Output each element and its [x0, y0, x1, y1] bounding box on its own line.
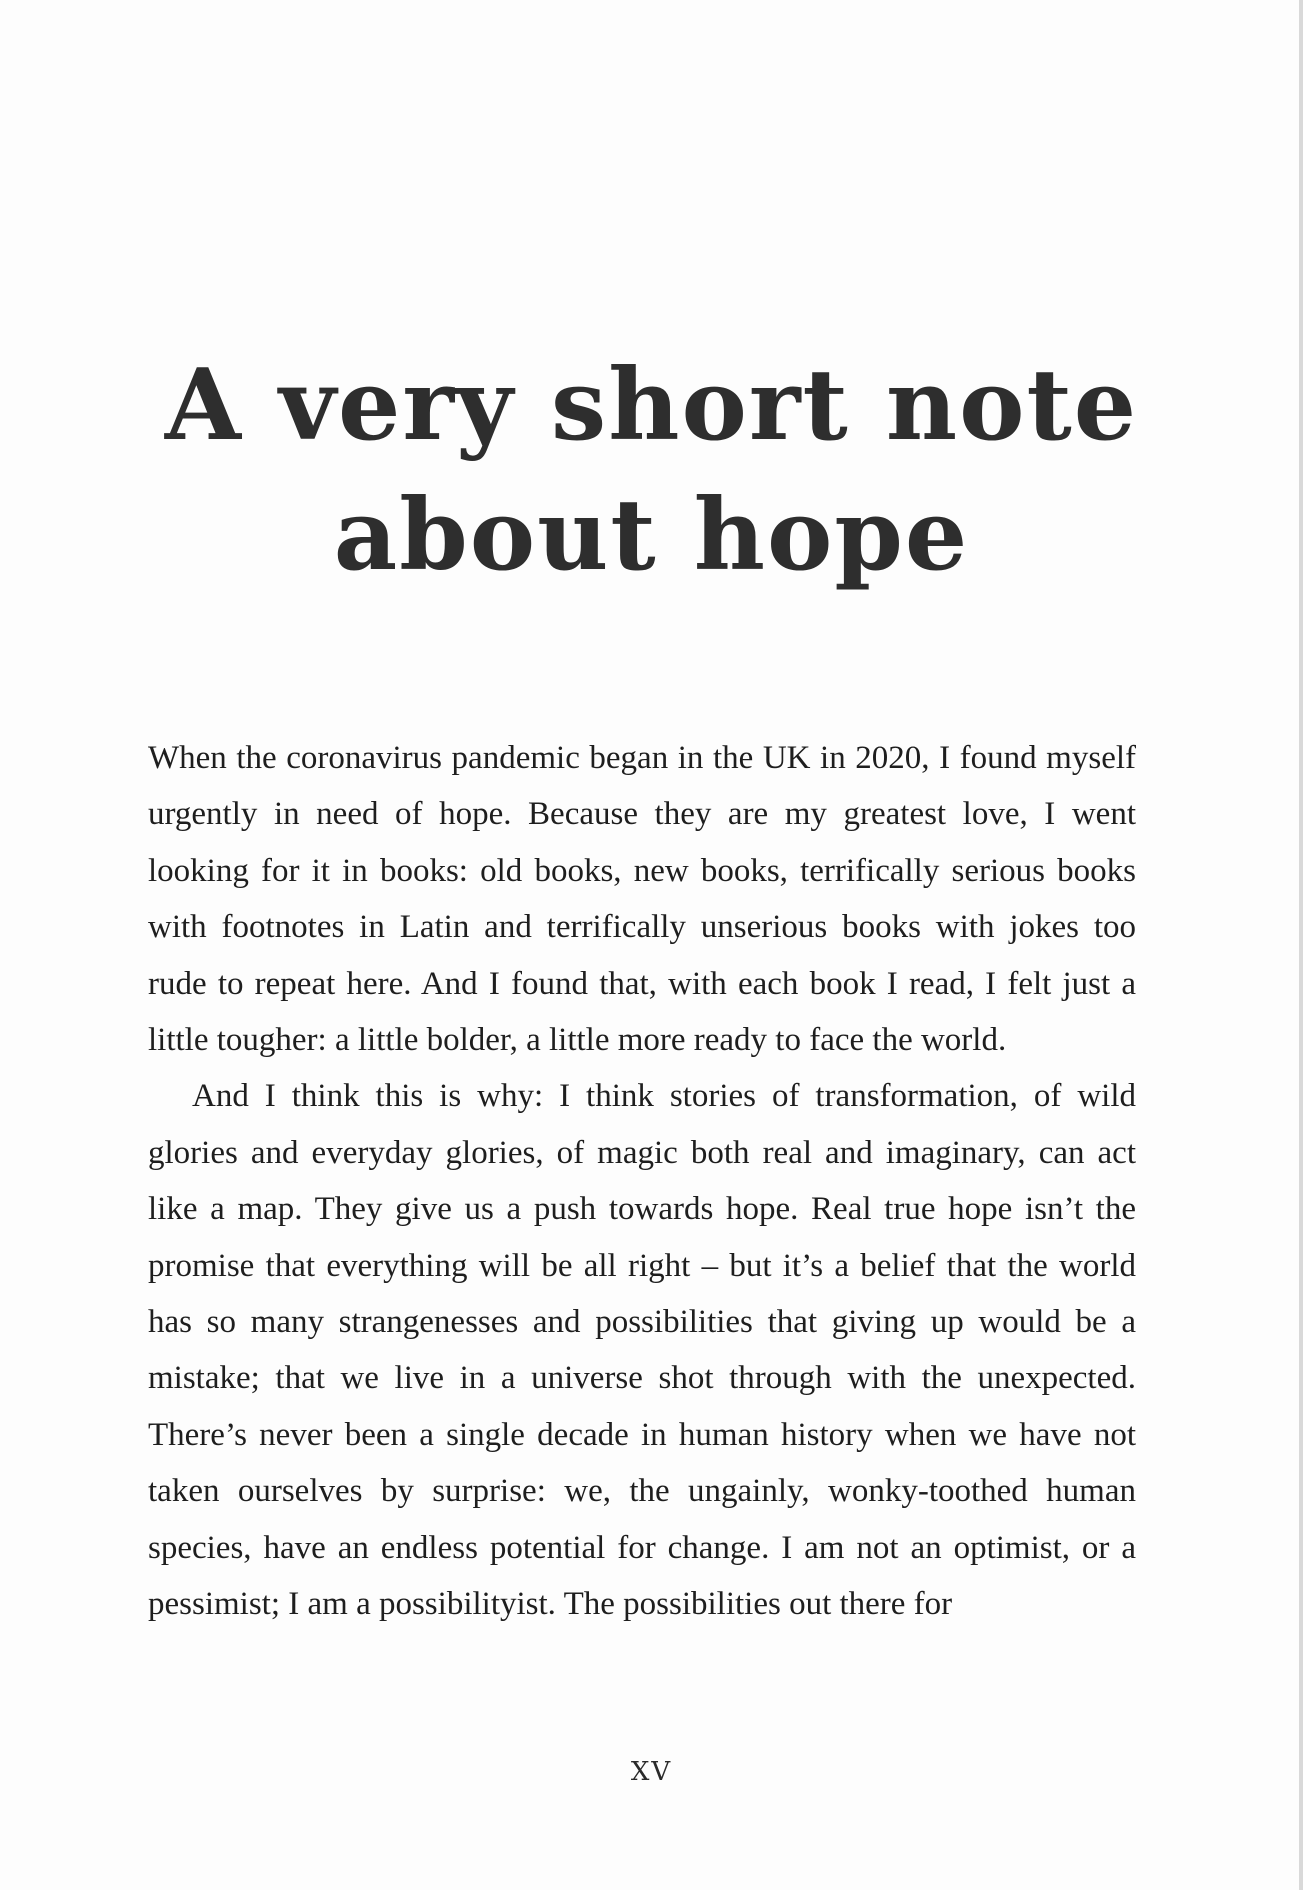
chapter-title-line-2: about hope: [333, 477, 970, 593]
page-number: XV: [630, 1757, 673, 1787]
paragraph-2: And I think this is why: I think stories of transformation, of wild glories and everyday glories, of magic both real and imaginary, can act like a map. They give us a push towards hope. Real true hope isn’t the promise that everything will be all right – but it’s a belief that the world has so many strangenesses and possibilities that giving up would be a mistake; that we live in a universe shot through with the unexpected. There’s never been a single decade in human history when we have not taken ourselves by surprise: we, the ungainly, wonky-toothed human species, have an endless potential for change. I am not an optimist, or a pessimist; I am a possibilityist. The possibilities out there for: [148, 1078, 1136, 1623]
paragraph-1: When the coronavirus pandemic began in the UK in 2020, I found myself urgently in need of hope. Because they are my greatest love, I went looking for it in books: old books, new books, terrifically serious books with footnotes in Latin and terrifically unserious books with jokes too rude to repeat here. And I found that, with each book I read, I felt just a little tougher: a little bolder, a little more ready to face the world.: [148, 740, 1136, 1059]
page-edge-shadow: [1299, 0, 1303, 1890]
chapter-title: [0, 341, 1303, 601]
body-text: [148, 730, 1136, 1633]
chapter-title-line-1: A very short note: [164, 347, 1139, 463]
